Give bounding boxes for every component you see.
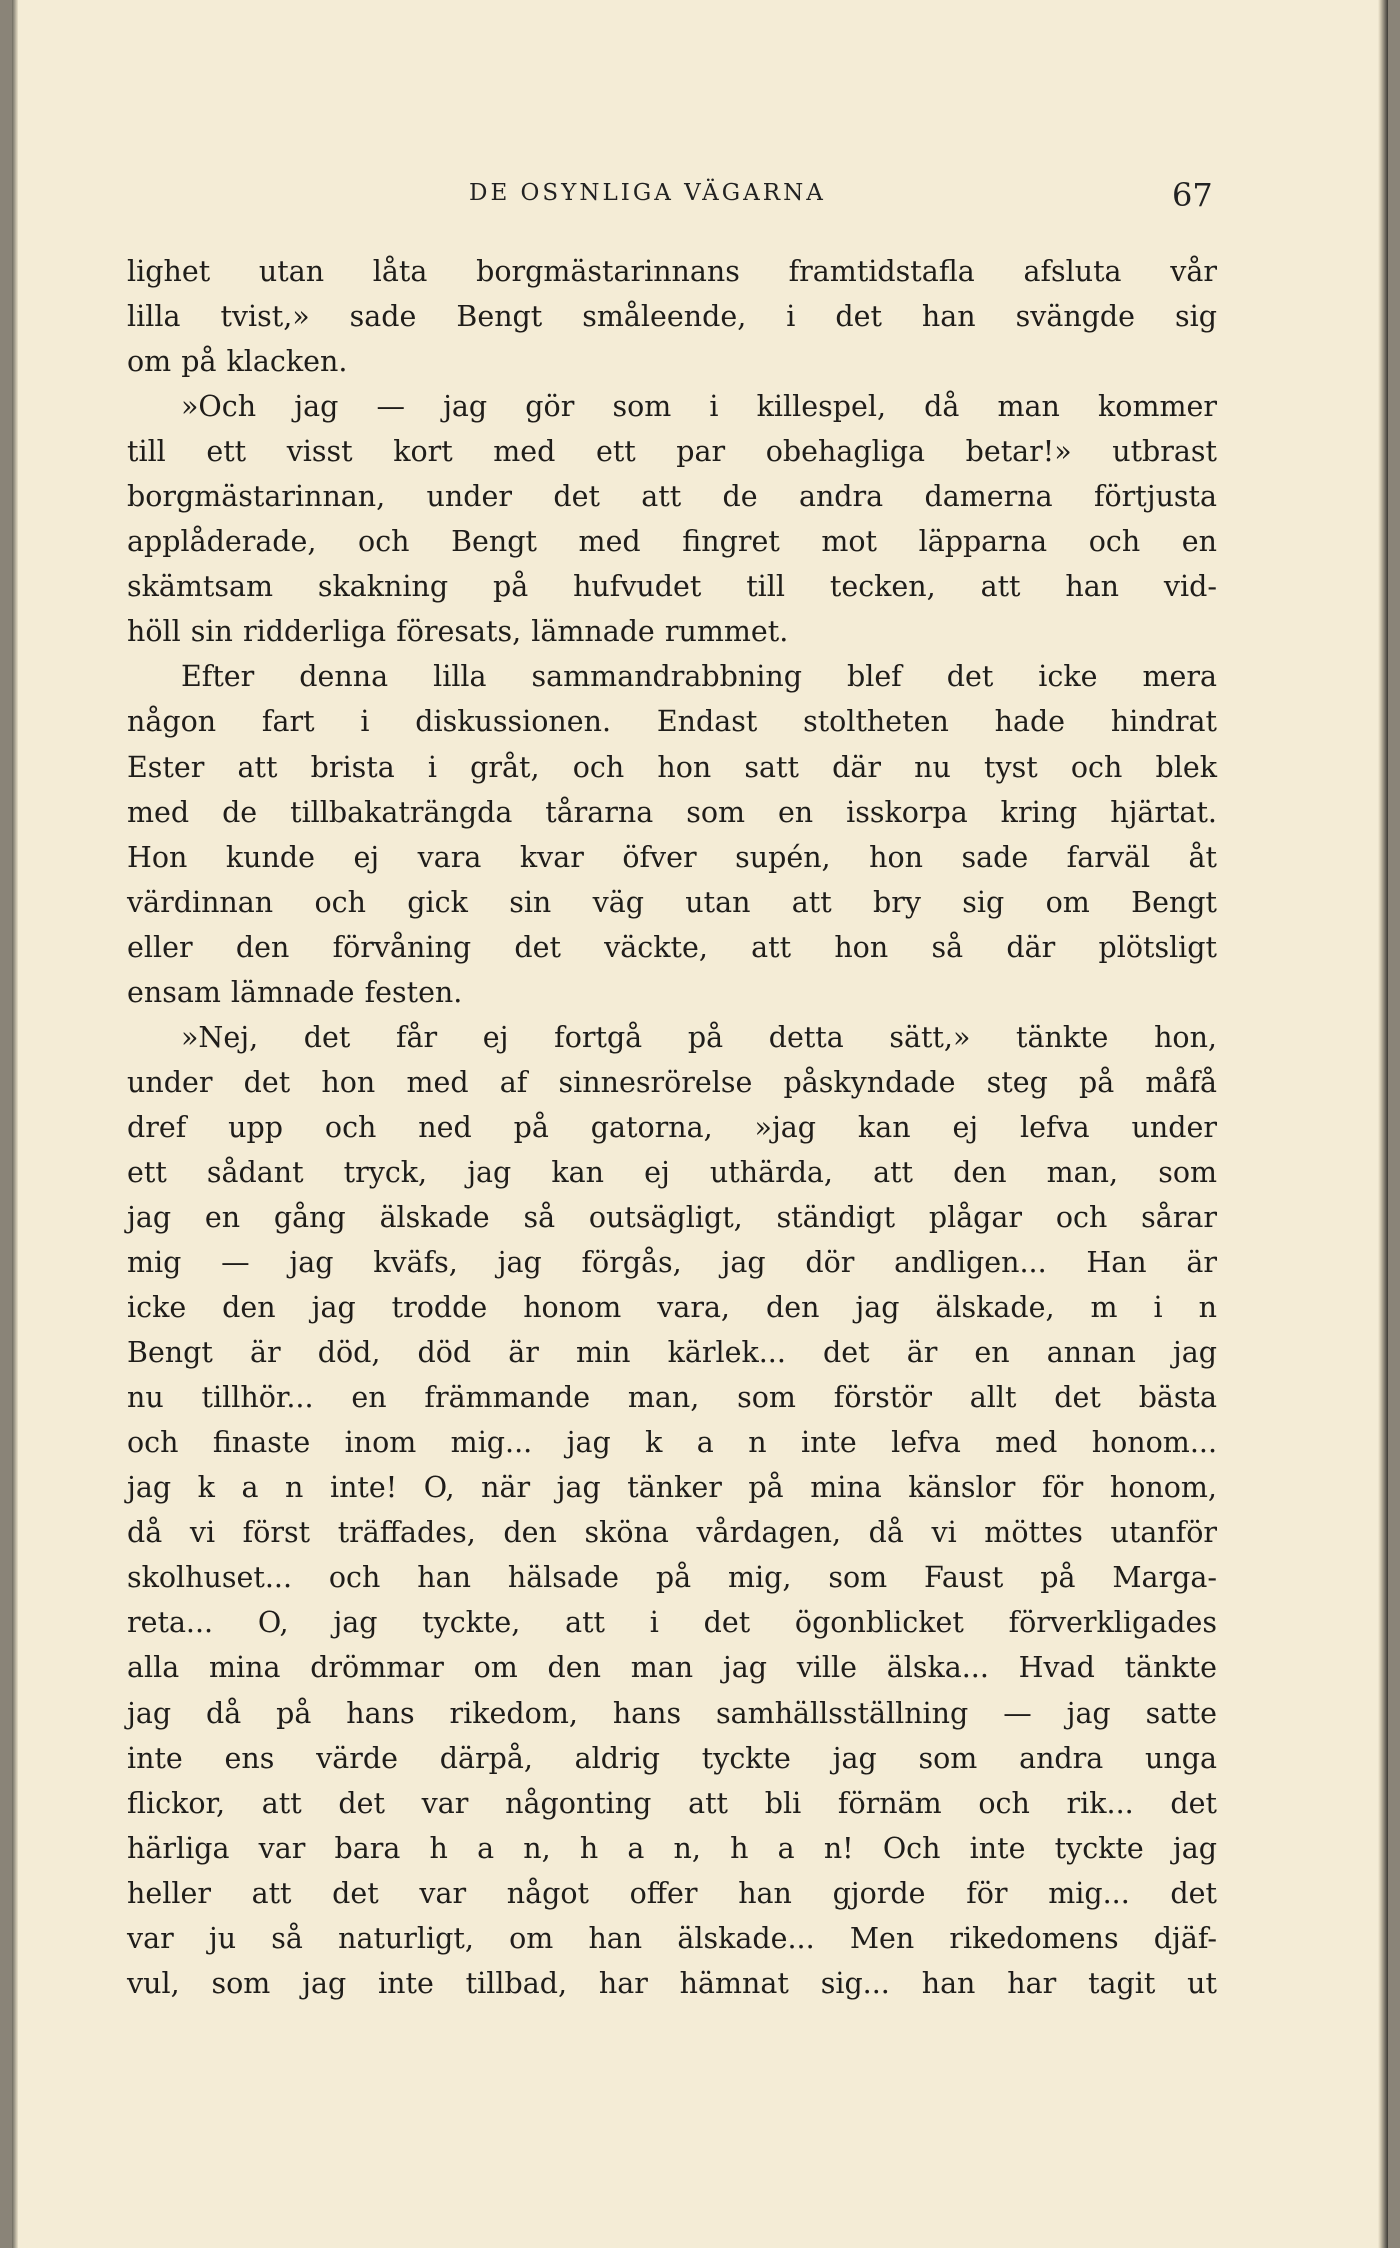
text-line: mig — jag kväfs, jag förgås, jag dör andligen... Han är xyxy=(127,1246,1217,1280)
text-line: vul, som jag inte tillbad, har hämnat sig... han har tagit ut xyxy=(127,1966,1217,2000)
text-line: flickor, att det var någonting att bli förnäm och rik... det xyxy=(127,1786,1217,1820)
text-line: dref upp och ned på gatorna, »jag kan ej lefva under xyxy=(127,1110,1217,1144)
text-line: under det hon med af sinnesrörelse påskyndade steg på måfå xyxy=(127,1065,1217,1099)
text-line: jag en gång älskade så outsägligt, ständigt plågar och sårar xyxy=(127,1200,1217,1234)
text-line: alla mina drömmar om den man jag ville älska... Hvad tänkte xyxy=(127,1651,1217,1685)
text-line: skämtsam skakning på hufvudet till tecken, att han vid- xyxy=(127,570,1217,604)
text-line: ett sådant tryck, jag kan ej uthärda, att den man, som xyxy=(127,1155,1217,1189)
text-line: »Och jag — jag gör som i killespel, då man kommer xyxy=(181,390,1217,424)
text-line: »Nej, det får ej fortgå på detta sätt,» tänkte hon, xyxy=(181,1020,1217,1054)
text-line: om på klacken. xyxy=(127,345,348,379)
text-line: Hon kunde ej vara kvar öfver supén, hon sade farväl åt xyxy=(127,840,1217,874)
text-line: till ett visst kort med ett par obehagliga betar!» utbrast xyxy=(127,435,1217,469)
text-line: ensam lämnade festen. xyxy=(127,975,463,1009)
text-line: Ester att brista i gråt, och hon satt där nu tyst och blek xyxy=(127,750,1217,784)
text-line: eller den förvåning det väckte, att hon så där plötsligt xyxy=(127,930,1217,964)
text-line: icke den jag trodde honom vara, den jag älskade, m i n xyxy=(127,1291,1217,1325)
text-line: Efter denna lilla sammandrabbning blef det icke mera xyxy=(181,660,1217,694)
text-line: applåderade, och Bengt med fingret mot läpparna och en xyxy=(127,525,1217,559)
text-line: värdinnan och gick sin väg utan att bry sig om Bengt xyxy=(127,885,1217,919)
text-line: någon fart i diskussionen. Endast stoltheten hade hindrat xyxy=(127,705,1217,739)
text-line: jag k a n inte! O, när jag tänker på mina känslor för honom, xyxy=(127,1471,1217,1505)
text-line: heller att det var något offer han gjorde för mig... det xyxy=(127,1876,1217,1910)
text-line: lilla tvist,» sade Bengt småleende, i det han svängde sig xyxy=(127,300,1217,334)
text-line: härliga var bara h a n, h a n, h a n! Och inte tyckte jag xyxy=(127,1831,1217,1865)
text-line: och finaste inom mig... jag k a n inte lefva med honom... xyxy=(127,1426,1217,1460)
text-line: var ju så naturligt, om han älskade... Men rikedomens djäf- xyxy=(127,1921,1217,1955)
text-line: nu tillhör... en främmande man, som förstör allt det bästa xyxy=(127,1381,1217,1415)
text-line: lighet utan låta borgmästarinnans framtidstafla afsluta vår xyxy=(127,255,1217,288)
body-text xyxy=(127,249,1217,2006)
text-line: borgmästarinnan, under det att de andra damerna förtjusta xyxy=(127,480,1217,514)
text-line: inte ens värde därpå, aldrig tyckte jag som andra unga xyxy=(127,1741,1217,1775)
running-head: DE OSYNLIGA VÄGARNA xyxy=(469,180,826,206)
text-line: höll sin ridderliga föresats, lämnade rummet. xyxy=(127,615,789,649)
book-page xyxy=(12,0,1388,2248)
page-number: 67 xyxy=(1172,176,1213,214)
text-line: jag då på hans rikedom, hans samhällsställning — jag satte xyxy=(127,1696,1217,1730)
text-line: Bengt är död, död är min kärlek... det är en annan jag xyxy=(127,1336,1217,1370)
text-line: då vi först träffades, den sköna vårdagen, då vi möttes utanför xyxy=(127,1516,1217,1550)
text-line: skolhuset... och han hälsade på mig, som Faust på Marga- xyxy=(127,1561,1217,1595)
page-header xyxy=(12,176,1388,220)
text-line: reta... O, jag tyckte, att i det ögonblicket förverkligades xyxy=(127,1606,1217,1640)
text-line: med de tillbakaträngda tårarna som en isskorpa kring hjärtat. xyxy=(127,795,1217,829)
